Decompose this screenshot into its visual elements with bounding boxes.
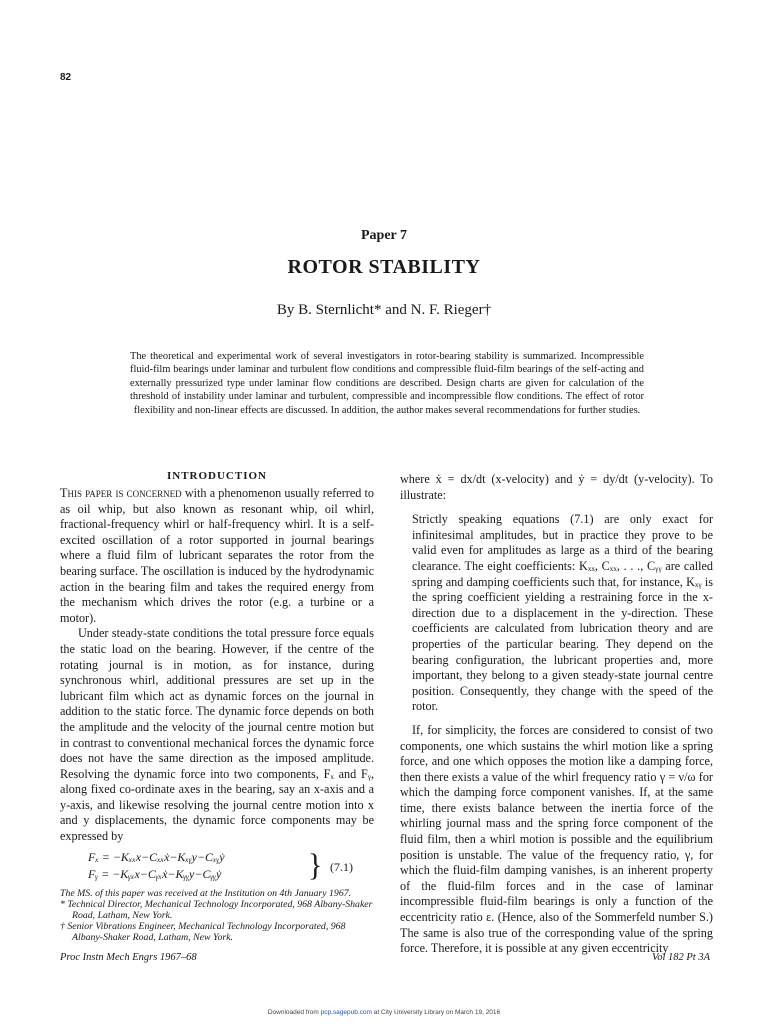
quoted-block: [412, 512, 713, 715]
lead-in-small-caps: This paper is concerned: [60, 486, 182, 500]
footnote-received: The MS. of this paper was received at the Institution on 4th January 1967.: [60, 887, 352, 899]
download-source-link[interactable]: pcp.sagepub.com: [320, 1009, 372, 1016]
equation-brace: }: [308, 847, 323, 883]
right-paragraph-1: where ẋ = dx/dt (x-velocity) and ẏ = dy/dt (y-velocity). To illustrate:: [400, 472, 713, 502]
section-heading-introduction: INTRODUCTION: [166, 470, 267, 482]
right-paragraph-2: If, for simplicity, the forces are considered to consist of two components, one which sustains the whirl motion like a spring force, and one which opposes the motion like a damping force, then there exists a value of the whirl frequency ratio γ = ν/ω for which the damping force component vanishes. If, at the same time, there exists balance between the inertia force of the whirling journal mass and the spring force component of the fluid film, then a whirl motion is possible and the equilibrium position is unstable. The value of the frequency ratio, γ, for which the fluid-film damping vanishes, is an inherent property of the fluid-film forces and in the case of laminar incompressible fluid-film bearings is only a function of the eccentricity ratio ε. (Hence, also of the Sommerfeld number S.) The same is also true of the corresponding value of the spring force. Therefore, it is possible at any given eccentricity: [400, 722, 713, 956]
footnote-author-2: † Senior Vibrations Engineer, Mechanical Technology Incorporated, 968 Albany-Shaker Road, Latham, New York.: [60, 921, 346, 944]
equation-line-fx: Fₓ = −Kₓₓx−Cₓₓẋ−Kₓᵧy−Cₓᵧẏ: [88, 849, 225, 864]
equation-line-fy: Fᵧ = −Kᵧₓx−Cᵧₓẋ−Kᵧᵧy−Cᵧᵧẏ: [88, 866, 222, 881]
footnote-author-1: * Technical Director, Mechanical Technology Incorporated, 968 Albany-Shaker Road, Latham, New York.: [60, 898, 373, 922]
intro-paragraph-2: Under steady-state conditions the total pressure force equals the static load on the bearing. However, if the centre of the rotating journal is in motion, as for instance, during synchronous whirl, additional pressures are set up in the lubricant film which act as dynamic forces on the journal in addition to the static force. The dynamic force depends on both the amplitude and the velocity of the journal centre motion but in contrast to conventional mechanical forces the dynamic force does not have the same direction as the imposed amplitude. Resolving the dynamic force into two components, Fₓ and Fᵧ, along fixed co-ordinate axes in the bearing, say an x-axis and a y-axis, and likewise resolving the journal centre motion into x and y displacements, the dynamic force components may be expressed by: [60, 626, 374, 844]
paper-title: ROTOR STABILITY: [287, 256, 481, 278]
download-notice-prefix: Downloaded from: [267, 1009, 321, 1016]
equation-number: (7.1): [330, 859, 353, 874]
quoted-paragraph: Strictly speaking equations (7.1) are only exact for infinitesimal amplitudes, but in practice they prove to be valid even for amplitudes as large as a third of the bearing clearance. The eight coefficients: Kₓₓ, Cₓₓ, . . ., Cᵧᵧ are called spring and damping coefficients such that, for instance, Kₓᵧ is the spring coefficient yielding a restraining force in the x-direction due to a displacement in the y-direction. These coefficients are calculated from lubrication theory and are properties of the particular bearing. They depend on the bearing configuration, the lubricant properties and, more important, they belong to a given steady-state journal centre position. Consequently, they change with the speed of the rotor.: [412, 512, 713, 714]
footer-journal: Proc Instn Mech Engrs 1967–68: [60, 952, 197, 963]
abstract: The theoretical and experimental work of several investigators in rotor-bearing stability is summarized. Incompressible fluid-film bearings under laminar and turbulent flow conditions and compressible fluid-film bearings of the self-acting and externally pressurized type under laminar flow conditions are described. Design charts are given for calculation of the threshold of instability under laminar and turbulent, compressible and incompressible flow conditions. The effect of rotor flexibility and non-linear effects are discussed. In addition, the author makes several recommendations for further studies.: [130, 351, 644, 416]
intro-paragraph-1: [60, 486, 374, 626]
footer-volume: Vol 182 Pt 3A: [651, 952, 710, 963]
left-column: [60, 470, 374, 944]
page-number: 82: [60, 72, 72, 83]
download-notice: [0, 1009, 768, 1016]
intro-paragraph-1-text: with a phenomenon usually referred to as oil whip, but also known as resonant whip, oil whirl, fractional-frequency whirl or half-frequency whirl. It is a self-excited oscillation of a rotor supported in journal bearings where a fluid film of lubricant separates the rotor from the bearing surface. The oscillation is induced by the hydrodynamic action in the bearing film and takes the required energy from the mechanism which drives the rotor (e.g. a turbine or a motor).: [60, 486, 374, 625]
download-notice-suffix: at City University Library on March 19, 2016: [371, 1009, 501, 1016]
right-column: [400, 472, 713, 957]
author-line: By B. Sternlicht* and N. F. Rieger†: [276, 302, 492, 318]
paper-label: Paper 7: [360, 228, 407, 243]
equation-7-1: [60, 847, 374, 886]
